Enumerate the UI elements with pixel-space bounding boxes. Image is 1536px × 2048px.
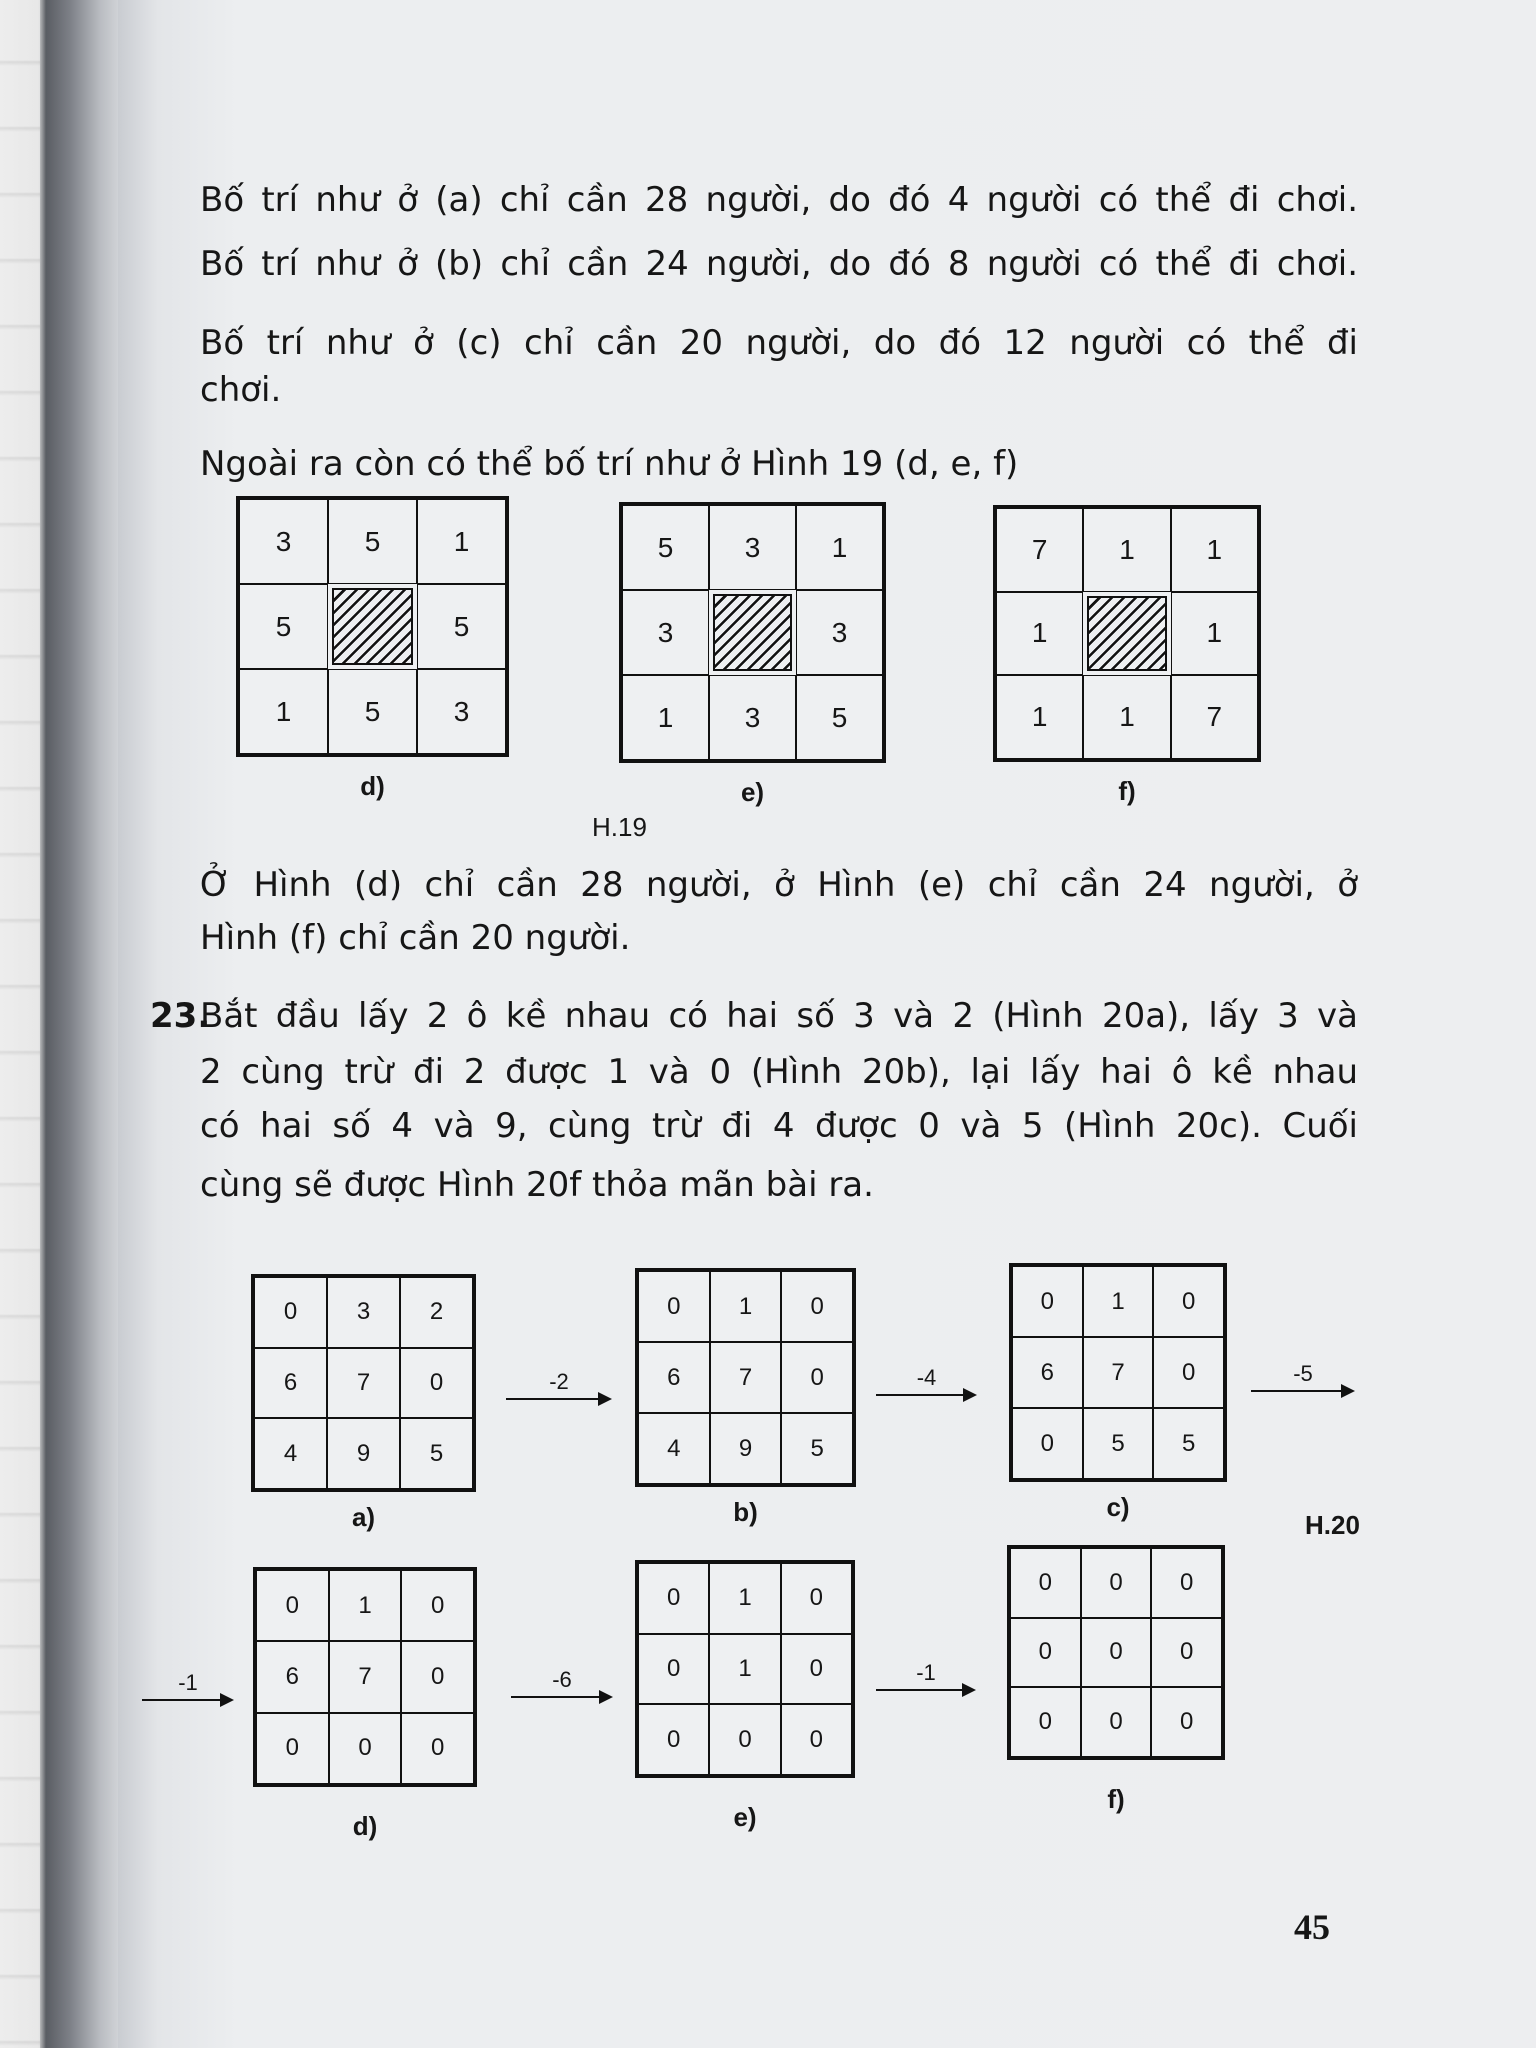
arrow-head-icon	[1341, 1384, 1355, 1398]
figure-19-grid-0	[236, 496, 509, 757]
grid-cell: 0	[781, 1271, 853, 1342]
grid-cell: 0	[401, 1713, 474, 1784]
grid-cell: 5	[328, 669, 417, 754]
step-arrow-label: -1	[178, 1670, 198, 1695]
grid-cell: 1	[710, 1271, 782, 1342]
grid-cell: 5	[417, 584, 506, 669]
grid-cell: 0	[254, 1277, 327, 1348]
grid-cell: 0	[638, 1271, 710, 1342]
problem-23-line-3: có hai số 4 và 9, cùng trừ đi 4 được 0 và 5 (Hình 20c). Cuối	[200, 1106, 1358, 1146]
problem-23-line-2: 2 cùng trừ đi 2 được 1 và 0 (Hình 20b), lại lấy hai ô kề nhau	[200, 1052, 1358, 1092]
grid-cell: 3	[709, 505, 796, 590]
figure-19-caption-0: d)	[360, 771, 385, 801]
grid-cell: 1	[709, 1563, 780, 1634]
problem-23-number: 23.	[150, 996, 211, 1036]
figure-20-caption-3: d)	[352, 1811, 378, 1841]
grid-cell: 3	[622, 590, 709, 675]
grid-cell: 5	[796, 675, 883, 760]
step-arrow	[876, 1660, 976, 1700]
grid-cell: 0	[638, 1704, 709, 1775]
grid-cell: 5	[400, 1418, 473, 1489]
arrow-head-icon	[963, 1388, 977, 1402]
step-arrow-label: -1	[916, 1660, 936, 1685]
arrow-shaft	[506, 1398, 602, 1400]
grid-cell: 0	[1081, 1548, 1152, 1618]
figure-19-caption-2: f)	[1118, 776, 1136, 806]
grid-cell: 0	[1153, 1337, 1224, 1408]
figure-20-grid-2	[1009, 1263, 1227, 1482]
step-arrow	[511, 1667, 613, 1707]
figure-20-caption-1: b)	[733, 1497, 758, 1527]
step-arrow	[1251, 1361, 1355, 1401]
grid-cell: 3	[796, 590, 883, 675]
grid-cell: 9	[327, 1418, 400, 1489]
figure-20-grid-0	[251, 1274, 476, 1492]
figure-20-grid-5	[1007, 1545, 1225, 1760]
grid-cell: 5	[622, 505, 709, 590]
grid-cell: 0	[400, 1348, 473, 1419]
grid-cell: 0	[401, 1570, 474, 1641]
paragraph-line-1: Bố trí như ở (a) chỉ cần 28 người, do đó 4 người có thể đi chơi.	[200, 180, 1358, 220]
grid-cell: 0	[329, 1713, 402, 1784]
grid-cell: 7	[1083, 1337, 1154, 1408]
grid-cell: 0	[1153, 1266, 1224, 1337]
figure-20-grid-1	[635, 1268, 856, 1487]
arrow-shaft	[876, 1394, 967, 1396]
grid-cell: 1	[1171, 508, 1258, 592]
grid-cell: 7	[327, 1348, 400, 1419]
grid-cell: 0	[1012, 1266, 1083, 1337]
arrow-shaft	[142, 1699, 224, 1701]
grid-cell: 4	[638, 1413, 710, 1484]
hatched-center-cell	[713, 594, 792, 671]
paragraph-line-5: Ở Hình (d) chỉ cần 28 người, ở Hình (e) chỉ cần 24 người, ở	[200, 865, 1358, 905]
paragraph-line-4: Ngoài ra còn có thể bố trí như ở Hình 19 (d, e, f)	[200, 444, 1019, 484]
paragraph-line-3-cont: chơi.	[200, 370, 282, 410]
arrow-shaft	[511, 1696, 603, 1698]
grid-cell: 1	[239, 669, 328, 754]
figure-19-label: H.19	[592, 812, 647, 842]
arrow-head-icon	[220, 1693, 234, 1707]
arrow-head-icon	[962, 1683, 976, 1697]
grid-cell: 0	[1012, 1408, 1083, 1479]
grid-cell: 5	[239, 584, 328, 669]
problem-23-line-4: cùng sẽ được Hình 20f thỏa mãn bài ra.	[200, 1165, 874, 1205]
grid-cell: 0	[709, 1704, 780, 1775]
grid-cell: 3	[239, 499, 328, 584]
grid-cell: 6	[256, 1641, 329, 1712]
grid-cell: 7	[1171, 675, 1258, 759]
grid-cell: 0	[1081, 1687, 1152, 1757]
grid-cell: 0	[256, 1713, 329, 1784]
hatched-center-cell	[332, 588, 413, 665]
grid-cell: 7	[329, 1641, 402, 1712]
grid-cell: 2	[400, 1277, 473, 1348]
page-number: 45	[1294, 1907, 1330, 1947]
arrow-shaft	[1251, 1390, 1345, 1392]
grid-cell: 0	[1151, 1548, 1222, 1618]
arrow-shaft	[876, 1689, 966, 1691]
grid-cell: 6	[254, 1348, 327, 1419]
figure-20-caption-5: f)	[1107, 1784, 1125, 1814]
grid-cell: 5	[1083, 1408, 1154, 1479]
arrow-head-icon	[599, 1690, 613, 1704]
grid-cell: 4	[254, 1418, 327, 1489]
grid-cell: 0	[781, 1634, 852, 1705]
step-arrow	[142, 1670, 234, 1710]
hatched-center-cell	[1087, 596, 1166, 672]
figure-20-caption-4: e)	[733, 1802, 757, 1832]
grid-cell: 0	[401, 1641, 474, 1712]
grid-cell: 1	[622, 675, 709, 760]
paragraph-line-5-cont: Hình (f) chỉ cần 20 người.	[200, 918, 631, 958]
figure-19-grid-1	[619, 502, 886, 763]
figure-19-caption-1: e)	[740, 777, 765, 807]
grid-cell: 0	[256, 1570, 329, 1641]
figure-20-grid-4	[635, 1560, 855, 1778]
grid-cell: 1	[996, 675, 1083, 759]
step-arrow-label: -2	[549, 1369, 569, 1394]
grid-cell: 1	[1083, 675, 1170, 759]
grid-cell: 1	[1083, 1266, 1154, 1337]
paragraph-line-2: Bố trí như ở (b) chỉ cần 24 người, do đó 8 người có thể đi chơi.	[200, 244, 1358, 284]
figure-20-label: H.20	[1305, 1510, 1360, 1540]
grid-cell: 0	[638, 1634, 709, 1705]
paragraph-line-3: Bố trí như ở (c) chỉ cần 20 người, do đó 12 người có thể đi	[200, 323, 1358, 363]
grid-cell: 6	[1012, 1337, 1083, 1408]
step-arrow	[506, 1369, 612, 1409]
grid-cell: 1	[417, 499, 506, 584]
step-arrow-label: -5	[1293, 1361, 1313, 1386]
grid-cell: 5	[781, 1413, 853, 1484]
grid-cell: 1	[709, 1634, 780, 1705]
grid-cell: 6	[638, 1342, 710, 1413]
grid-cell: 3	[417, 669, 506, 754]
grid-cell: 0	[1151, 1687, 1222, 1757]
grid-cell: 0	[1010, 1618, 1081, 1688]
grid-cell: 7	[710, 1342, 782, 1413]
grid-cell: 1	[996, 592, 1083, 676]
grid-cell: 3	[327, 1277, 400, 1348]
problem-23-line-1: Bắt đầu lấy 2 ô kề nhau có hai số 3 và 2 (Hình 20a), lấy 3 và	[200, 996, 1358, 1036]
grid-cell: 0	[781, 1563, 852, 1634]
grid-cell: 3	[709, 675, 796, 760]
figure-19-grid-2	[993, 505, 1261, 762]
arrow-head-icon	[598, 1392, 612, 1406]
grid-cell: 0	[638, 1563, 709, 1634]
grid-cell: 0	[781, 1342, 853, 1413]
figure-20-caption-2: c)	[1106, 1492, 1130, 1522]
grid-cell: 0	[1151, 1618, 1222, 1688]
grid-cell: 1	[329, 1570, 402, 1641]
grid-cell: 0	[1010, 1548, 1081, 1618]
grid-cell: 1	[796, 505, 883, 590]
grid-cell: 1	[1083, 508, 1170, 592]
grid-cell: 5	[328, 499, 417, 584]
grid-cell: 7	[996, 508, 1083, 592]
page-edges	[0, 0, 40, 2048]
step-arrow	[876, 1365, 977, 1405]
grid-cell: 9	[710, 1413, 782, 1484]
figure-20-caption-0: a)	[351, 1502, 376, 1532]
grid-cell: 1	[1171, 592, 1258, 676]
figure-20-grid-3	[253, 1567, 477, 1787]
step-arrow-label: -6	[552, 1667, 572, 1692]
grid-cell: 0	[781, 1704, 852, 1775]
grid-cell: 5	[1153, 1408, 1224, 1479]
grid-cell: 0	[1081, 1618, 1152, 1688]
step-arrow-label: -4	[916, 1365, 937, 1390]
grid-cell: 0	[1010, 1687, 1081, 1757]
